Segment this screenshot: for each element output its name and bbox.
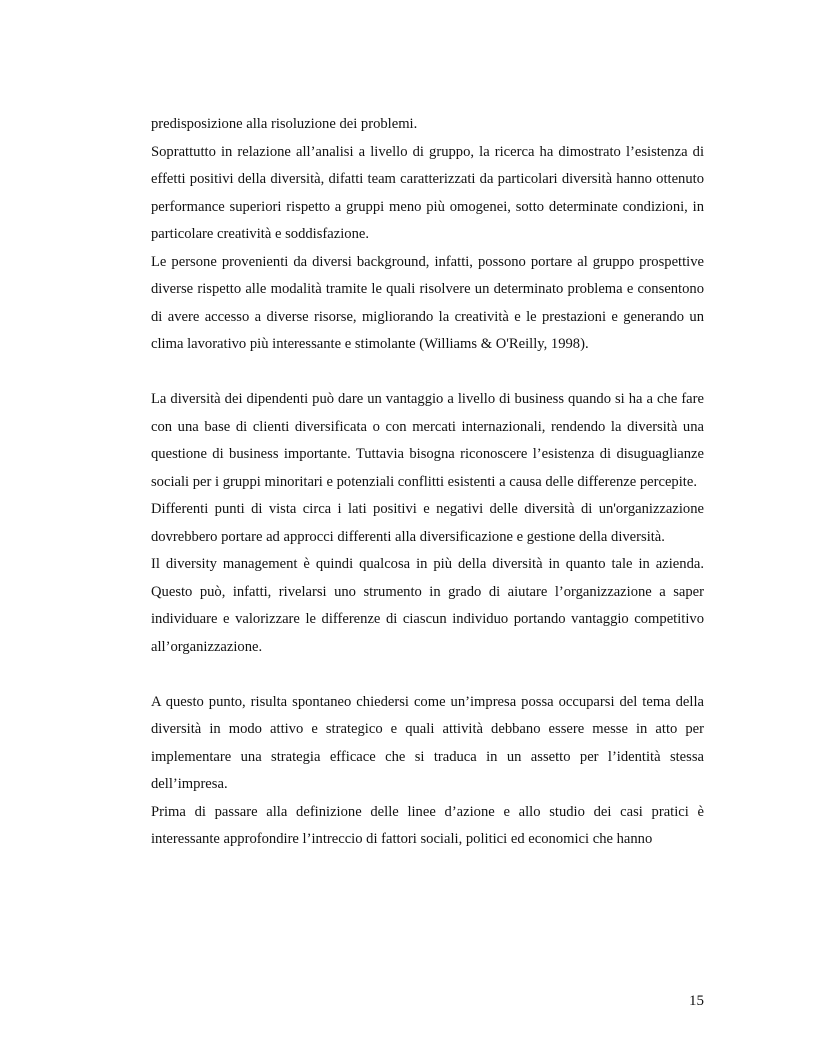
body-text: [151, 111, 704, 854]
paragraph-diversity-management: Il diversity management è quindi qualcosa in più della diversità in quanto tale in azienda. Questo può, infatti, rivelarsi uno strumento in grado di aiutare l’organizzazione a saper individuare e valorizzare le differenze di ciascun individuo portando vantaggio competitivo all’organizzazione.: [151, 556, 704, 655]
paragraph-spacer: [151, 359, 704, 387]
paragraph-backgrounds: Le persone provenienti da diversi background, infatti, possono portare al gruppo prospettive diverse rispetto alle modalità tramite le quali risolvere un determinato problema e consentono di avere accesso a diverse risorse, migliorando la creatività e le prestazioni e generando un clima lavorativo più interessante e stimolante (Williams & O'Reilly, 1998).: [151, 253, 704, 352]
paragraph-continuation: predisposizione alla risoluzione dei problemi.: [151, 116, 418, 132]
paragraph-spacer: [151, 661, 704, 689]
paragraph-strategy-question: A questo punto, risulta spontaneo chiedersi come un’impresa possa occuparsi del tema della diversità in modo attivo e strategico e quali attività debbano essere messe in atto per implementare una strategia efficace che si traduca in un assetto per l’identità stessa dell’impresa.: [151, 693, 704, 792]
paragraph-business-value: La diversità dei dipendenti può dare un vantaggio a livello di business quando si ha a che fare con una base di clienti diversificata o con mercati internazionali, rendendo la diversità una questione di business importante. Tuttavia bisogna riconoscere l’esistenza di disuguaglianze sociali per i gruppi minoritari e potenziali conflitti esistenti a causa delle differenze percepite.: [151, 391, 704, 490]
paragraph-next-section: Prima di passare alla definizione delle linee d’azione e allo studio dei casi pratici è interessante approfondire l’intreccio di fattori sociali, politici ed economici che hanno: [151, 803, 704, 847]
paragraph-viewpoints: Differenti punti di vista circa i lati positivi e negativi delle diversità di un'organizzazione dovrebbero portare ad approcci differenti alla diversificazione e gestione della diversità.: [151, 501, 704, 545]
paragraph-group-analysis: Soprattutto in relazione all’analisi a livello di gruppo, la ricerca ha dimostrato l’esistenza di effetti positivi della diversità, difatti team caratterizzati da particolari diversità hanno ottenuto performance superiori rispetto a gruppi meno più omogenei, sotto determinate condizioni, in particolare creatività e soddisfazione.: [151, 143, 704, 242]
page-number: 15: [689, 993, 704, 1009]
